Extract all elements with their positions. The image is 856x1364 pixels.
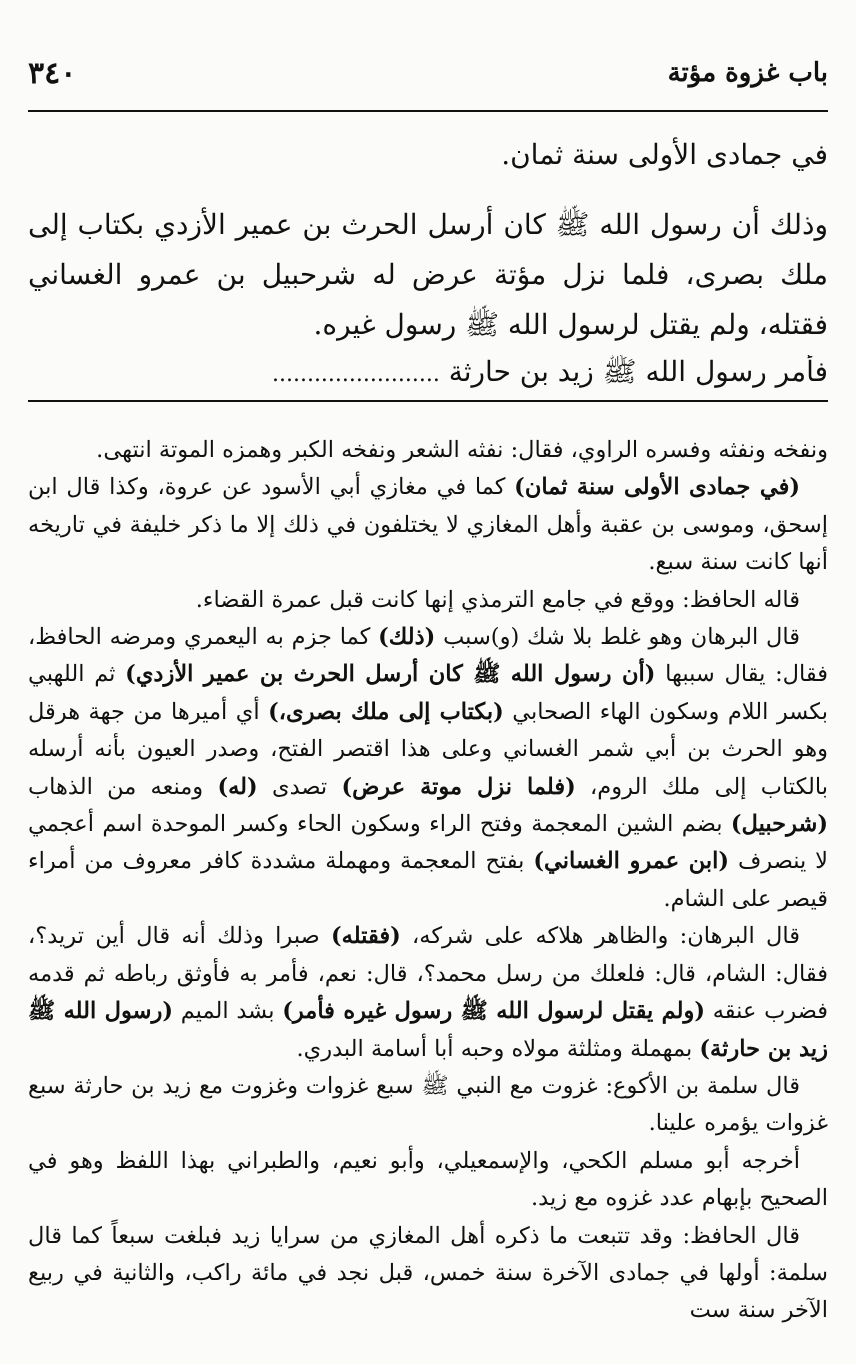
main-last-line — [28, 355, 828, 395]
bold-quote: (أن رسول الله ﷺ كان أرسل الحرث بن عمير الأزدي) — [125, 661, 656, 688]
commentary-p6: قال سلمة بن الأكوع: غزوت مع النبي ﷺ سبع غزوات وغزوت مع زيد بن حارثة سبع غزوات يؤمره علينا. — [28, 1072, 828, 1137]
bold-quote: (له) — [217, 773, 258, 800]
commentary-p1: ونفخه ونفثه وفسره الراوي، فقال: نفثه الشعر ونفخه الكبر وهمزه الموتة انتهى. — [96, 437, 828, 463]
bold-quote: (رسول الله ﷺ زيد بن حارثة) — [28, 998, 828, 1062]
commentary-p7: أخرجه أبو مسلم الكحي، والإسمعيلي، وأبو نعيم، والطبراني بهذا اللفظ وهو في الصحيح بإبهام عدد غزوه مع زيد. — [28, 1147, 828, 1212]
commentary-text: بشد الميم — [172, 998, 283, 1025]
chapter-title: باب غزوة مؤتة — [667, 58, 828, 88]
main-line-1: في جمادى الأولى سنة ثمان. — [501, 138, 828, 171]
commentary-text: قال البرهان وهو غلط بلا شك (و)سبب — [435, 624, 800, 651]
commentary-text: كما في مغازي أبي الأسود عن عروة، وكذا قال ابن إسحق، وموسى بن عقبة وأهل المغازي لا يختلفون في ذلك إلا ما ذكر خليفة في تاريخه أنها كانت سنة سبع. — [28, 474, 828, 576]
commentary-text: بمهملة ومثلثة مولاه وحبه أبا أسامة البدري. — [296, 1035, 700, 1062]
page-header — [28, 58, 828, 102]
bold-quote: (بكتاب إلى ملك بصرى،) — [268, 698, 504, 725]
bold-quote: (ولم يقتل لرسول الله ﷺ رسول غيره فأمر) — [282, 998, 705, 1025]
header-rule — [28, 110, 828, 112]
bold-quote: (في جمادى الأولى سنة ثمان) — [514, 474, 800, 501]
main-text — [28, 130, 828, 350]
commentary-text: قال البرهان: والظاهر هلاكه على شركه، — [400, 923, 800, 950]
commentary-p3: قاله الحافظ: ووقع في جامع الترمذي إنها كانت قبل عمرة القضاء. — [195, 586, 800, 613]
commentary-text: تصدى — [257, 773, 342, 800]
page-number: ٣٤٠ — [28, 56, 77, 91]
commentary-text: أي أميرها من جهة هرقل وهو الحرث بن أبي شمر الغساني وعلى هذا اقتصر الفتح، وصدر العيون بأنه أرسله بالكتاب إلى ملك الروم، — [28, 698, 828, 800]
commentary-text: ومنعه من الذهاب — [28, 773, 218, 800]
commentary-p2 — [28, 469, 828, 581]
section-rule — [28, 400, 828, 402]
commentary-p8: قال الحافظ: وقد تتبعت ما ذكره أهل المغازي من سرايا زيد فبلغت سبعاً كما قال سلمة: أولها في جمادى الآخرة سنة خمس، قبل نجد في مائة راكب، والثانية في ربيع الآخر سنة ست — [28, 1222, 828, 1324]
commentary-text: كما جزم به اليعمري ومرضه الحافظ، فقال: يقال سببها — [28, 624, 828, 688]
main-paragraph-2: وذلك أن رسول الله ﷺ كان أرسل الحرث بن عمير الأزدي بكتاب إلى ملك بصرى، فلما نزل مؤتة عرض له شرحبيل بن عمرو الغساني فقتله، ولم يقتل لرسول الله ﷺ رسول غيره. — [28, 208, 828, 341]
commentary — [28, 432, 828, 1330]
bold-quote: (فلما نزل موتة عرض) — [341, 773, 576, 800]
commentary-p5 — [28, 918, 828, 1068]
bold-quote: (ابن عمرو الغساني) — [533, 848, 730, 875]
commentary-text: صبرا وذلك أنه قال أين تريد؟، فقال: الشام، قال: فلعلك من رسل محمد؟، قال: نعم، فأمر به فأوثق رباطه ثم قدمه فضرب عنقه — [28, 923, 828, 1025]
commentary-text: بضم الشين المعجمة وفتح الراء وسكون الحاء وكسر الموحدة اسم أعجمي لا ينصرف — [28, 811, 828, 875]
bold-quote: (ذلك) — [378, 624, 436, 651]
bold-quote: (شرحبيل) — [730, 811, 828, 838]
bold-quote: (فقتله) — [331, 923, 401, 950]
continuation-dots: ........................ — [271, 362, 440, 387]
commentary-text: ثم اللهبي بكسر اللام وسكون الهاء الصحابي — [28, 661, 828, 725]
commentary-p4 — [28, 619, 828, 918]
main-line-3: فأمر رسول الله ﷺ زيد بن حارثة — [448, 355, 828, 388]
commentary-text: بفتح المعجمة ومهملة مشددة كافر معروف من أمراء قيصر على الشام. — [28, 848, 828, 912]
